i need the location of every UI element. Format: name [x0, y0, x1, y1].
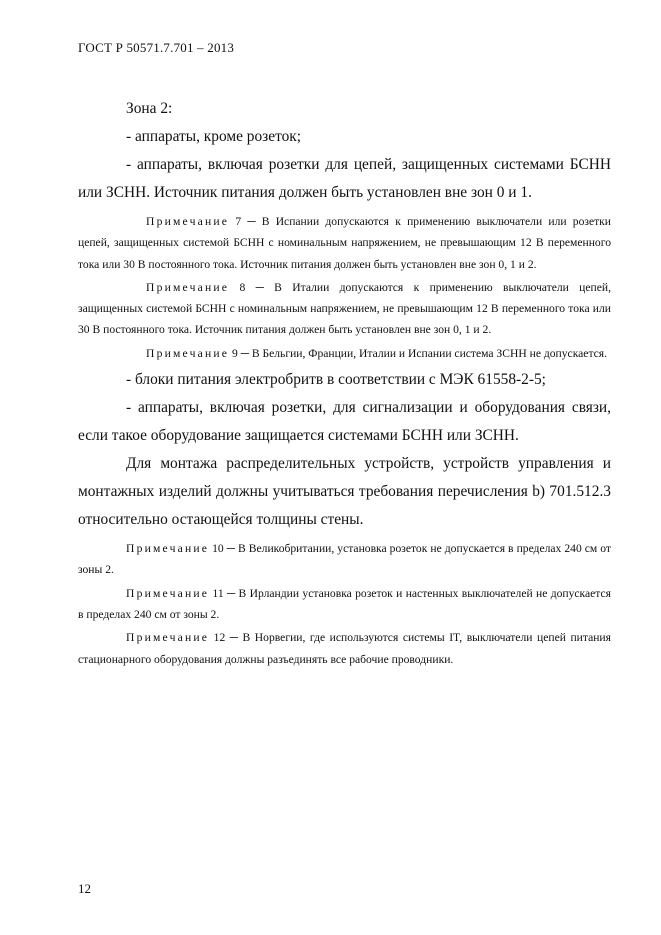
note-8: [78, 277, 611, 341]
document-header: ГОСТ Р 50571.7.701 – 2013: [78, 40, 235, 55]
note-text: В Испании допускаются к применению выключатели или розетки цепей, защищенных системой БСНН с номинальным напряжением, не превышающим 12 В переменного тока или 30 В постоянного тока. Источник питания должен быть установлен вне зон 0, 1 и 2.: [78, 215, 611, 271]
note-number: 12 ─: [209, 631, 243, 645]
note-text: В Великобритании, установка розеток не допускается в пределах 240 см от зоны 2.: [78, 542, 611, 577]
note-10: [78, 538, 611, 581]
note-label: Примечание: [146, 215, 230, 228]
note-label: Примечание: [146, 346, 230, 360]
list-item: - аппараты, кроме розеток;: [126, 128, 302, 145]
page-content: [78, 95, 611, 670]
note-9: [78, 343, 611, 364]
note-number: 11 ─: [209, 586, 239, 600]
page-number: 12: [78, 881, 91, 896]
list-item: - блоки питания электробритв в соответствии с МЭК 61558-2-5;: [126, 371, 546, 389]
note-11: [78, 583, 611, 626]
note-number: 8 ─: [229, 280, 275, 294]
note-7: [78, 211, 611, 275]
note-text: В Италии допускаются к применению выключатели цепей, защищенных системой БСНН с номинальным напряжением, не превышающим 12 В переменного тока или 30 В постоянного тока. Источник питания должен быть установлен вне зон 0, 1 и 2.: [78, 280, 611, 337]
note-text: В Бельгии, Франции, Италии и Испании система ЗСНН не допускается.: [251, 346, 608, 360]
note-number: 9 ─: [229, 346, 252, 360]
note-number: 7 ─: [229, 215, 262, 228]
note-label: Примечание: [146, 280, 230, 294]
body-paragraph: Для монтажа распределительных устройств, устройств управления и монтажных изделий должны учитываться требования перечисления b) 701.512.3 относительно остающейся толщины стены.: [78, 455, 611, 529]
note-12: [78, 627, 611, 670]
note-label: Примечание: [126, 631, 210, 645]
list-item: - аппараты, включая розетки для цепей, защищенных системами БСНН или ЗСНН. Источник питания должен быть установлен вне зон 0 и 1.: [78, 156, 611, 201]
list-item: - аппараты, включая розетки, для сигнализации и оборудования связи, если такое оборудование защищается системами БСНН или ЗСНН.: [78, 399, 611, 445]
zone-heading: Зона 2:: [126, 100, 173, 117]
note-text: В Ирландии установка розеток и настенных выключателей не допускается в пределах 240 см от зоны 2.: [78, 586, 611, 621]
note-number: 10 ─: [209, 542, 239, 556]
note-label: Примечание: [126, 542, 210, 556]
note-label: Примечание: [126, 586, 210, 600]
note-text: В Норвегии, где используются системы IT, выключатели цепей питания стационарного оборудования должны разъединять все рабочие проводники.: [78, 631, 611, 666]
